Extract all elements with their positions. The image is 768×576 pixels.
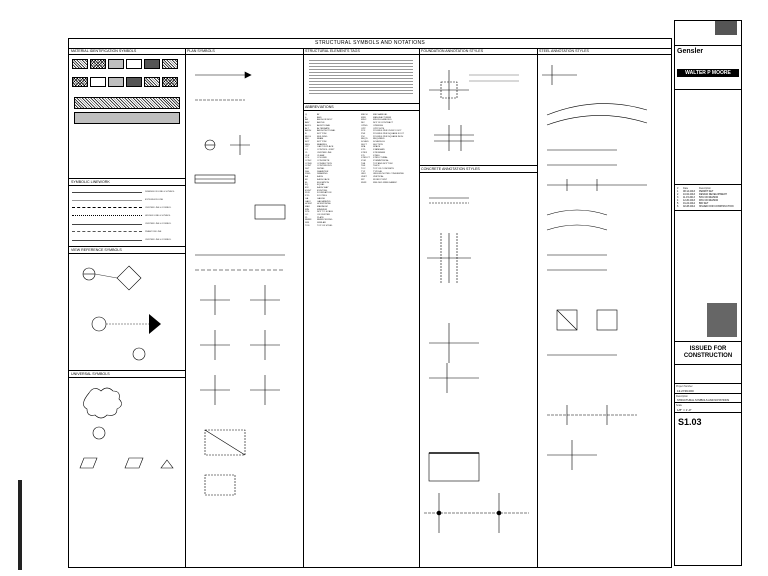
abbreviation-code: PCF [361,130,366,133]
abbreviation-code: WP [361,178,365,181]
abbreviation-meaning: POUNDS PER SQUARE FOOT [373,132,404,135]
abbreviation-code: & [305,116,307,119]
abbreviation-meaning: UNLESS NOTED OTHERWISE [373,173,404,176]
linework-label: HIDDEN LINE & SYMBOL [145,214,171,217]
abbreviation-code: CONC [305,159,312,162]
abbreviation-meaning: COLUMN [317,157,327,160]
section-steel-title: STEEL ANNOTATION STYLES [537,48,671,55]
abbreviation-meaning: PLATE [317,216,324,219]
abbreviation-meaning: VERTICAL [373,176,384,179]
sheet-edge-strip [18,480,22,570]
abbreviation-meaning: MANUFACTURER [373,116,392,119]
material-swatches [69,55,185,126]
abbreviation-meaning: SECTION [373,143,383,146]
abbreviation-code: THK [361,165,366,168]
abbreviation-code: STL [361,154,366,157]
abbreviation-meaning: BOTTOM [317,132,327,135]
abbreviation-code: OPP [361,127,366,130]
title-block-top [675,21,741,46]
abbreviation-meaning: ELEVATION [317,181,329,184]
issue-status: ISSUED FOR CONSTRUCTION [683,346,733,359]
plan-symbols [185,55,303,555]
abbreviation-meaning: MAXIMUM [317,205,328,208]
abbreviation-meaning: REINFORCING [317,219,333,222]
abbreviation-code: NIC [361,122,365,125]
revision-row [677,205,739,208]
section-viewref-title: VIEW REFERENCE SYMBOLS [69,246,185,254]
firm-name-gensler: Gensler [677,48,704,55]
linework-label: CENTER LINE & SYMBOL [145,206,172,209]
project-number-label: Project Number [676,385,693,388]
sheet-title: STRUCTURAL SYMBOLS AND NOTATIONS [69,38,671,49]
abbreviation-meaning: SCHEDULE [373,141,385,144]
abbreviation-meaning: EACH [317,176,324,179]
abbreviation-code: TYP [361,170,366,173]
abbreviation-code: BRG [305,143,310,146]
sheet-number: S1.03 [678,417,702,427]
abbreviation-code: SECT [361,143,367,146]
abbreviation-meaning: TOP OF STEEL [317,224,333,227]
abbreviation-meaning: OPENING [373,124,384,127]
abbreviation-code: STIFF [361,151,368,154]
abbreviation-meaning: ANCHOR BOLT [317,119,333,122]
column-steel [537,48,671,567]
section-concrete-title: CONCRETE ANNOTATION STYLES [419,165,537,173]
revision-number: 3 [677,196,679,199]
abbreviation-code: MIN [305,208,310,211]
abbreviation-meaning: EACH WAY [317,186,329,189]
scale: 1/8" = 1'-0" [677,408,692,412]
abbreviation-meaning: CONTROL JOINT [317,149,335,152]
abbreviation-code: CIP [305,146,309,149]
abbreviation-meaning: MECHANICAL [373,114,388,116]
abbreviation-meaning: CONNECTION [317,162,332,165]
abbreviation-code: DIA [305,170,309,173]
abbreviation-meaning: AT [317,114,320,116]
abbreviation-code: UNO [361,173,366,176]
section-universal-title: UNIVERSAL SYMBOLS [69,370,185,378]
revision-number: 5 [677,202,679,205]
revision-description: DESIGN DEVELOPMENT [699,193,727,196]
section-elements-title: STRUCTURAL ELEMENTS TAGS [303,48,419,55]
description: STRUCTURAL SYMBOLS AND NOTATIONS [677,399,730,402]
abbreviation-code: DET [305,168,310,171]
sheet-number-block [675,413,741,431]
abbreviation-code: ALT [305,127,309,130]
abbreviation-meaning: ADDITIONAL [317,124,331,127]
key-plan-block [675,211,741,342]
abbreviation-meaning: CENTER LINE [317,151,332,154]
abbreviation-meaning: MISCELLANEOUS [373,119,392,122]
abbreviation-meaning: NOT TO SCALE [317,211,333,214]
abbreviation-code: SIM [305,222,309,225]
description-block [675,394,741,403]
section-linework-title: SYMBOLIC LINEWORK [69,178,185,186]
abbreviation-meaning: FOUNDATION [317,192,332,195]
abbreviation-code: FDN [305,192,310,195]
abbreviation-meaning: EXISTING [317,189,328,192]
abbreviation-meaning: EACH FACE [317,178,330,181]
abbreviation-code: REINF [305,219,312,222]
revision-number: 4 [677,199,679,202]
abbreviation-code: MECH [361,114,368,116]
abbreviation-meaning: THICK [373,165,380,168]
column-foundation [419,48,538,567]
abbreviation-meaning: CONCRETE [317,159,330,162]
abbreviation-code: EXIST [305,189,312,192]
abbreviation-meaning: EQUAL [317,184,325,187]
abbreviation-meaning: BEARING [317,143,327,146]
project-number-block [675,384,741,394]
linework-label: PHANTOM LINE [145,230,162,233]
revision-description: PERMIT SET [699,190,714,193]
revision-date: 10.02.2013 [683,193,695,196]
revision-header: # Date Description [677,187,711,190]
abbreviation-code: @ [305,114,308,116]
view-reference-diagrams [69,254,185,370]
firm-block [675,46,741,90]
abbreviation-meaning: REQUIRED [373,138,385,141]
linework-label: DIMENSION LINE & SYMBOL [145,190,175,193]
revision-number: 2 [677,193,679,196]
revision-date: 11.15.2013 [683,196,695,199]
abbreviation-code: PSF [361,132,366,135]
scale-label: Scale [676,404,682,407]
abbreviation-code: MAX [305,205,310,208]
abbreviation-code: CJ [305,149,308,152]
abbreviations-col-2 [361,114,417,228]
abbreviation-code: STRUCT [361,157,370,160]
abbreviation-code: TOC [361,168,366,171]
abbreviation-code: EF [305,178,308,181]
abbreviation-code: EL [305,181,308,184]
column-material [69,48,186,567]
abbreviation-meaning: WORK POINT [373,178,388,181]
concrete-annotations [419,173,537,543]
linework-label: CENTER LINE & SYMBOL [145,222,172,225]
firm-logo-mark [715,21,737,35]
abbreviation-code: PL [305,216,308,219]
project-number: 13.2749.000 [677,389,694,393]
abbreviation-code: STD [361,149,366,152]
abbreviation-code: ABV [305,122,310,125]
title-block [674,20,742,566]
abbreviation-meaning: CAST IN PLACE [317,146,334,149]
abbreviation-code: VERT [361,176,367,179]
issue-status-block [675,342,741,365]
linework-list [69,186,185,246]
abbreviation-code: EQ [305,184,309,187]
abbreviation-meaning: SPACE [373,146,381,149]
abbreviation-code: CL [305,151,308,154]
abbreviation-meaning: STEEL [373,154,380,157]
abbreviation-code: CONT [305,165,312,168]
universal-symbols [69,378,185,478]
abbreviation-meaning: AND [317,116,322,119]
abbreviation-code: EA [305,176,308,179]
abbreviation-code: BLDG [305,135,311,138]
abbreviation-code: BM [305,138,309,141]
revision-block [675,90,741,185]
abbreviation-code: GALV [305,200,311,203]
revision-date: 12.20.2013 [683,199,695,202]
steel-annotations [537,55,671,555]
abbreviation-code: ARCH [305,130,312,133]
abbreviation-meaning: POUNDS PER CUBIC FOOT [373,130,402,133]
abbreviation-meaning: ON CENTER [317,214,330,217]
abbreviation-code: T&B [361,162,366,165]
scale-block [675,403,741,413]
abbreviation-code: TOS [305,224,310,227]
revision-date: 08.14.2013 [683,190,695,193]
abbreviation-meaning: DIAMETER [317,170,329,173]
abbreviation-code: GA [305,197,309,200]
abbreviation-meaning: ALTERNATE [317,127,330,130]
abbreviation-meaning: DETAIL [317,168,325,171]
abbreviation-code: AB [305,119,308,122]
abbreviation-code: OPNG [361,124,368,127]
description-label: Description [676,395,688,398]
abbreviation-code: SYM [361,159,366,162]
abbreviation-code: PSI [361,135,365,138]
abbreviation-meaning: NOT IN CONTRACT [373,122,394,125]
firm-name-walter-p-moore: WALTER P MOORE [677,69,739,77]
column-elements [303,48,420,567]
abbreviation-meaning: MINIMUM [317,208,327,211]
abbreviation-meaning: SYMMETRICAL [373,159,389,162]
abbreviation-meaning: ABOVE [317,122,325,125]
abbreviation-meaning: STRUCTURAL [373,157,388,160]
abbreviation-meaning: CLEAR [317,154,325,157]
abbreviation-meaning: FOOTING [317,195,327,198]
element-tags-list [303,55,419,99]
abbreviation-meaning: GALVANIZED [317,200,331,203]
abbreviation-code: CONN [305,162,312,165]
abbreviation-meaning: BUILDING [317,135,328,138]
key-plan-graphic [707,303,737,337]
abbreviation-code: MFR [361,116,366,119]
abbreviation-meaning: GAUGE [317,197,325,200]
revision-number: 6 [677,205,679,208]
section-foundation-title: FOUNDATION ANNOTATION STYLES [419,48,537,55]
abbreviation-meaning: HORIZONTAL [317,203,331,206]
abbreviation-code: NTS [305,211,310,214]
abbreviation-meaning: TOP AND BOTTOM [373,162,393,165]
abbreviation-meaning: DRAWING [317,173,328,176]
abbreviation-code: COL [305,157,310,160]
abbreviation-code: CLR [305,154,310,157]
column-plan [185,48,304,567]
abbreviation-meaning: TOP OF CONCRETE [373,168,394,171]
abbreviation-code: EW [305,186,309,189]
abbreviation-code: MISC [361,119,367,122]
abbreviation-meaning: OPPOSITE [373,127,385,130]
abbreviation-code: BOT [305,141,310,144]
section-abbreviations-title: ABBREVIATIONS [303,103,419,111]
abbreviation-meaning: BOTTOM [317,141,327,144]
abbreviation-row [361,182,417,185]
drawing-frame [68,38,672,568]
linework-label: CENTER LINE & SYMBOL [145,238,172,241]
abbreviation-row [305,225,361,228]
section-material-title: MATERIAL IDENTIFICATION SYMBOLS [69,48,185,55]
revision-description: 50% CD REVIEW [699,196,718,199]
abbreviations-table [303,111,419,231]
revision-date: 02.28.2014 [683,205,695,208]
abbreviation-meaning: BEAM [317,138,324,141]
abbreviations-col-1 [305,114,361,228]
abbreviation-code: WWF [361,181,367,184]
abbreviation-meaning: TYPICAL [373,170,383,173]
revision-description: 90% CD REVIEW [699,199,718,202]
revision-description: BID SET [699,202,709,205]
abbreviation-code: DWG [305,173,311,176]
abbreviation-meaning: WELDED WIRE FABRIC [373,181,398,184]
abbreviation-meaning: SIMILAR [317,222,326,225]
revision-description: ISSUED FOR CONSTRUCTION [699,205,734,208]
abbreviation-code: OC [305,214,309,217]
foundation-annotations [419,55,537,165]
abbreviation-meaning: STANDARD [373,149,385,152]
abbreviation-code: SPA [361,146,366,149]
abbreviation-meaning: CONTINUOUS [317,165,332,168]
abbreviation-code: ADD'L [305,124,312,127]
abbreviation-code: B [305,132,307,135]
abbreviation-meaning: STIFFENER [373,151,386,154]
section-plan-title: PLAN SYMBOLS [185,48,303,55]
abbreviation-code: REQ'D [361,138,368,141]
revision-number: 1 [677,190,679,193]
abbreviation-meaning: ARCHITECTURAL [317,130,336,133]
linework-label: EXTENSION LINE [145,198,164,201]
abbreviation-code: HORIZ [305,203,312,206]
revision-date: 01.24.2014 [683,202,695,205]
abbreviation-code: SCHED [361,141,369,144]
abbreviation-meaning: POUNDS PER SQUARE INCH [373,135,404,138]
abbreviation-code: FTG [305,195,310,198]
revision-table [675,185,741,211]
